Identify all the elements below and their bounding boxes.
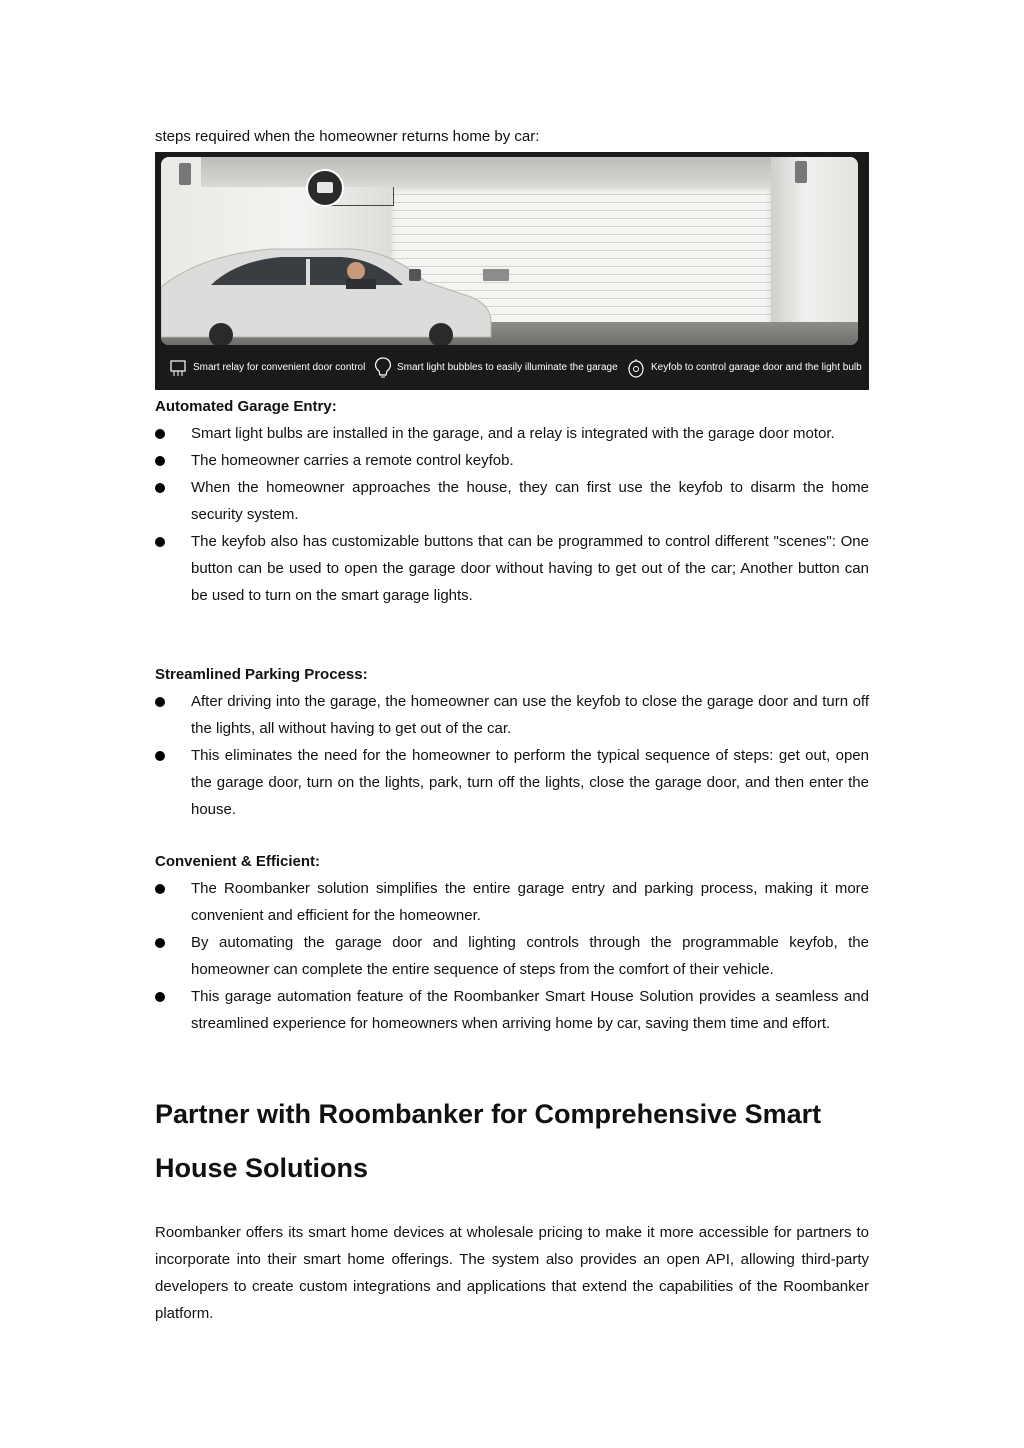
list-item: The Roombanker solution simplifies the entire garage entry and parking process, making it more convenient and efficient for the homeowner. bbox=[155, 875, 869, 929]
page-heading: Partner with Roombanker for Comprehensive Smart House Solutions bbox=[155, 1099, 822, 1183]
bullet-icon bbox=[155, 751, 165, 761]
section-convenient-efficient bbox=[155, 848, 869, 1037]
wall-lamp bbox=[795, 161, 807, 183]
keyfob-icon bbox=[627, 358, 645, 378]
section-title: Streamlined Parking Process: bbox=[155, 666, 368, 683]
bullet-list bbox=[155, 688, 869, 823]
closing-paragraph: Roombanker offers its smart home devices at wholesale pricing to make it more accessible for partners to incorporate into their smart home offerings. The system also provides an open API, allowing third-party developers to create custom integrations and applications that extend the capabilities of the Roombanker platform. bbox=[155, 1224, 869, 1322]
section-automated-garage-entry bbox=[155, 393, 869, 609]
list-item: When the homeowner approaches the house, they can first use the keyfob to disarm the home security system. bbox=[155, 474, 869, 528]
list-item: The keyfob also has customizable buttons that can be programmed to control different "scenes": One button can be used to open the garage door without having to get out of the car; Another button can be used to turn on the smart garage lights. bbox=[155, 528, 869, 609]
lightbulb-icon bbox=[375, 357, 391, 379]
wall-lamp bbox=[179, 163, 191, 185]
relay-icon bbox=[169, 359, 187, 377]
section-streamlined-parking bbox=[155, 661, 869, 823]
car-illustration bbox=[161, 227, 501, 345]
section-title: Convenient & Efficient: bbox=[155, 853, 321, 870]
relay-callout bbox=[306, 169, 344, 207]
bullet-icon bbox=[155, 938, 165, 948]
caption-bar bbox=[155, 345, 869, 390]
intro-text: steps required when the homeowner returns home by car: bbox=[155, 128, 540, 145]
list-item: Smart light bulbs are installed in the garage, and a relay is integrated with the garage door motor. bbox=[155, 420, 869, 447]
garage-scene bbox=[161, 157, 858, 345]
bullet-icon bbox=[155, 697, 165, 707]
bullet-list bbox=[155, 420, 869, 609]
caption-relay: Smart relay for convenient door control bbox=[169, 359, 365, 377]
relay-icon bbox=[317, 182, 333, 193]
bullet-icon bbox=[155, 483, 165, 493]
garage-image bbox=[155, 152, 869, 390]
section-title: Automated Garage Entry: bbox=[155, 398, 337, 415]
list-item: After driving into the garage, the homeowner can use the keyfob to close the garage door and turn off the lights, all without having to get out of the car. bbox=[155, 688, 869, 742]
list-item: By automating the garage door and lighting controls through the programmable keyfob, the homeowner can complete the entire sequence of steps from the comfort of their vehicle. bbox=[155, 929, 869, 983]
caption-keyfob: Keyfob to control garage door and the light bulb bbox=[627, 358, 862, 378]
bullet-list bbox=[155, 875, 869, 1037]
list-item: This garage automation feature of the Roombanker Smart House Solution provides a seamless and streamlined experience for homeowners when arriving home by car, saving them time and effort. bbox=[155, 983, 869, 1037]
bullet-icon bbox=[155, 992, 165, 1002]
list-item: The homeowner carries a remote control keyfob. bbox=[155, 447, 869, 474]
bullet-icon bbox=[155, 884, 165, 894]
bullet-icon bbox=[155, 456, 165, 466]
list-item: This eliminates the need for the homeowner to perform the typical sequence of steps: get out, open the garage door, turn on the lights, park, turn off the lights, close the garage door, and then enter the house. bbox=[155, 742, 869, 823]
bullet-icon bbox=[155, 429, 165, 439]
bullet-icon bbox=[155, 537, 165, 547]
caption-bulb: Smart light bubbles to easily illuminate the garage bbox=[375, 357, 618, 379]
